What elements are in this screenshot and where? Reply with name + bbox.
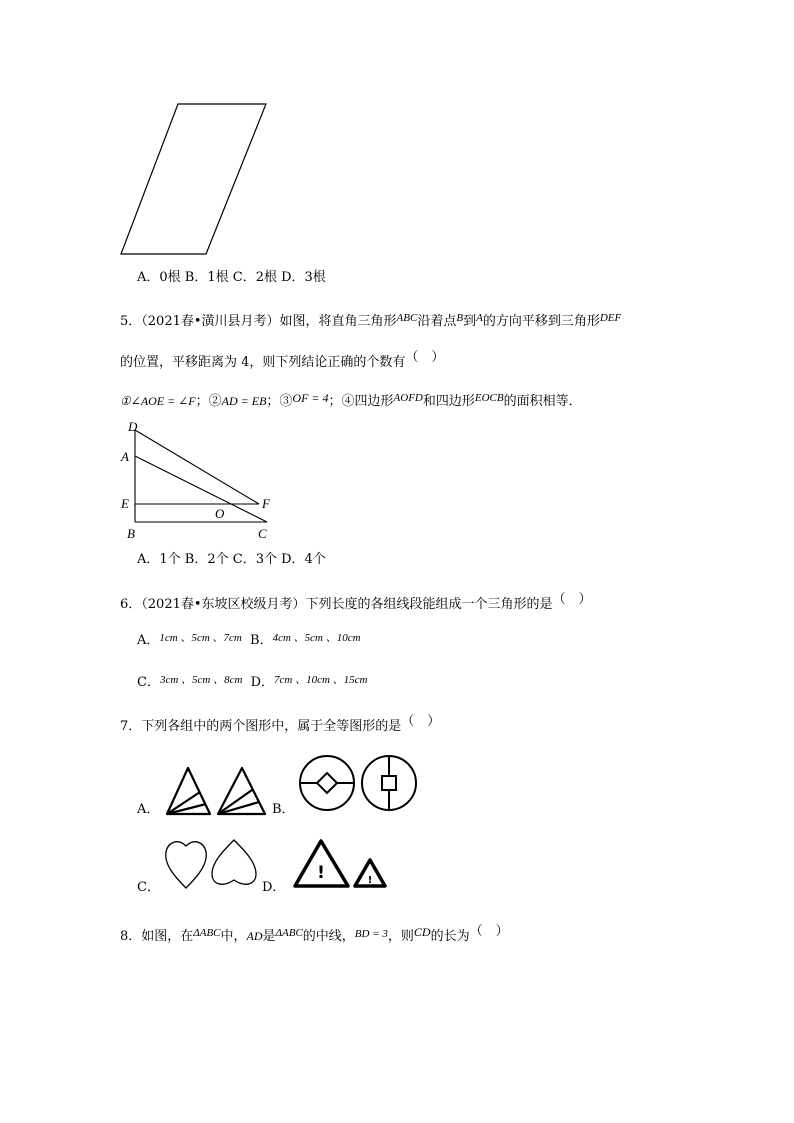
parallelogram-figure: [118, 100, 273, 260]
q5-conclusions: ①∠AOE = ∠F；②AD = EB；③OF = 4；④四边形$^{AOFD}$和四边形$^{EOCB}$的面积相等．: [120, 391, 582, 409]
q6-options-cd: C．$^{3cm 、5cm 、8cm}$ D．$^{7cm 、10cm 、15cm}$: [137, 674, 368, 690]
q5-line2: 的位置，平移距离为 4，则下列结论正确的个数有（ ）: [120, 350, 445, 370]
q4-options: A．0根 B．1根 C．2根 D．3根: [137, 270, 326, 285]
q7-label-d: D．: [262, 880, 286, 895]
q5-options: A．1个 B．2个 C．3个 D．4个: [137, 552, 326, 567]
warning-mark-small: !: [367, 875, 373, 886]
triangles-figure-a: [164, 764, 272, 818]
hearts-figure-c: [162, 836, 262, 892]
circles-figure-b: [297, 754, 421, 814]
label-D: D: [128, 419, 138, 434]
warning-mark-large: !: [317, 863, 325, 883]
label-A: A: [121, 449, 129, 464]
label-B: B: [127, 526, 135, 541]
translation-figure: [115, 418, 285, 546]
q6-stem: 6．（2021春•东坡区校级月考）下列长度的各组线段能组成一个三角形的是（ ）: [120, 592, 592, 612]
q7-label-a: A．: [137, 802, 160, 817]
q6-options-ab: A．$^{1cm 、5cm 、7cm}$ B．$^{4cm 、5cm 、10cm}$: [137, 632, 361, 648]
label-E: E: [121, 496, 129, 511]
label-O: O: [215, 506, 225, 521]
q7-stem: 7．下列各组中的两个图形中，属于全等图形的是（ ）: [120, 714, 441, 734]
q7-label-b: B．: [272, 802, 295, 817]
warning-figure-d: [292, 838, 392, 890]
label-F: F: [262, 496, 270, 511]
q7-label-c: C．: [137, 880, 160, 895]
label-C: C: [258, 526, 267, 541]
q8-stem: 8．如图，在$^{\Delta ABC}$中，AD是$^{\Delta ABC}$的中线，$^{BD = 3}$，则CD的长为（ ）: [120, 924, 509, 944]
q5-line1: 5．（2021春•潢川县月考）如图，将直角三角形$^{ABC}$沿着点$^B$到$^A$的方向平移到三角形$^{DEF}$: [120, 312, 622, 329]
